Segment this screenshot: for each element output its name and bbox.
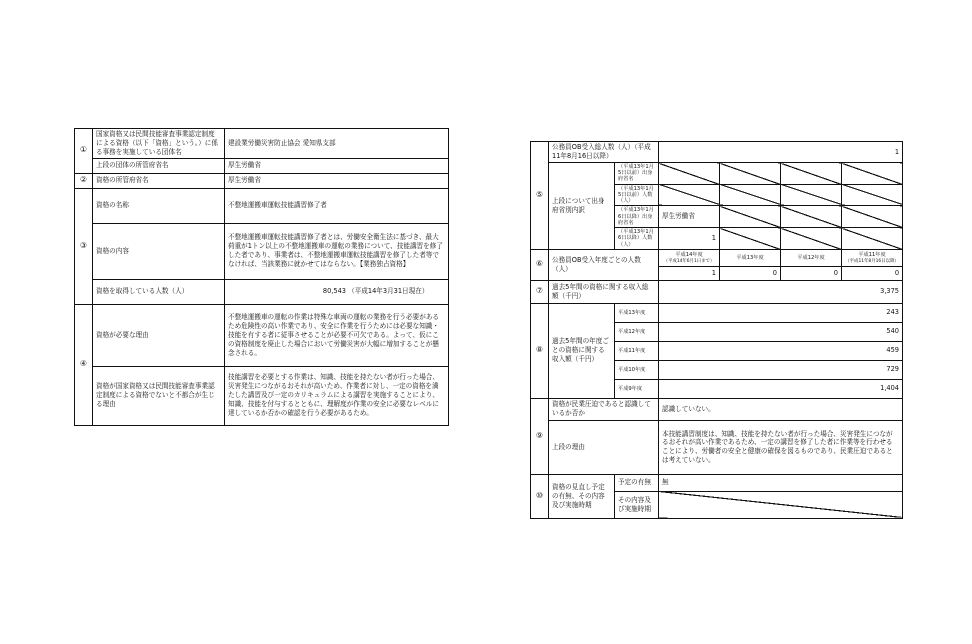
label-ob-breakdown: 上段について出身府省別内訳 [549,163,615,250]
label-review-plan: 資格の見直し予定の有無、その内容及び実施時期 [549,474,615,518]
row-number-5: ⑤ [531,142,549,250]
value-organization: 建設業労働災害防止協会 愛知県支部 [225,129,449,159]
row-number-4: ④ [75,304,93,425]
ob-year-header-1: 平成14年度 （平成14年6月1日まで） [659,249,720,266]
row-number-8: ⑧ [531,303,549,398]
income-value-4: 729 [659,360,903,379]
label-ob-ministry-before: （平成13年1月5日以前）出身府省名 [615,163,659,185]
cell-empty-2 [720,163,781,185]
value-ob-total: 1 [659,142,903,163]
value-holders-count [225,279,449,304]
holders-count-number: 80,543 [322,287,346,296]
income-value-3: 459 [659,341,903,360]
cell-empty-7 [781,184,842,206]
label-org-ministry: 上段の団体の所管府省名 [93,158,225,173]
label-plan-exists: 予定の有無 [615,474,659,491]
income-value-1: 243 [659,303,903,322]
value-qualification-content: 不整地運搬車運転技能講習修了者とは、労働安全衛生法に基づき、最大荷重が1トン以上の不整地運搬車の運転の業務について、技能講習を修了した者であり、事業者は、不整地運搬車運転技能講習を修了した者等でなければ、当該業務に就かせてはならない。【業務独占資格】 [225,223,449,279]
value-org-ministry: 厚生労働省 [225,158,449,173]
label-ob-yearly: 公務員OB受入年度ごとの人数（人） [549,249,659,280]
cell-empty-5 [659,184,720,206]
label-market-pressure: 資格が民業圧迫であると認識しているか否か [549,398,659,420]
holders-count-note: （平成14年3月31日現在） [348,287,429,296]
value-necessity-reason: 不整地運搬車の運転の作業は特殊な車両の運転の業務を行う必要があるため危険性の高い作業であり、安全に作業を行うためには必要な知識・技能を有する者に従事させることが必要不可欠である。よって、仮にこの資格制度を廃止した場合において労働災害が大幅に増加することが懸念される。 [225,304,449,366]
label-necessity-reason: 資格が必要な理由 [93,304,225,366]
row-number-3: ③ [75,188,93,304]
cell-empty-11 [842,206,903,228]
row-number-1: ① [75,129,93,174]
cell-empty-12 [720,228,781,250]
label-ob-count-after: （平成13年1月6日以降）人数（人） [615,228,659,250]
label-organization: 国家資格又は民間技能審査事業認定制度による資格（以下「資格」という。）に係る事務を実施している団体名 [93,129,225,159]
label-holders-count: 資格を取得している人数（人） [93,279,225,304]
label-income-total: 過去5年間の資格に関する収入総額（千円） [549,280,659,303]
income-year-4: 平成10年度 [615,360,659,379]
ob-year-value-4: 0 [842,266,903,280]
cell-empty-14 [842,228,903,250]
ob-year-header-3: 平成12年度 [781,249,842,266]
income-year-5: 平成9年度 [615,379,659,398]
row-number-7: ⑦ [531,280,549,303]
income-year-1: 平成13年度 [615,303,659,322]
ob-year-header-4: 平成11年度 （平成11年8月16日以降） [842,249,903,266]
label-income-yearly: 過去5年間の年度ごとの資格に関する収入額（千円） [549,303,615,398]
label-plan-detail: その内容及び実施時期 [615,491,659,518]
ob-year-value-3: 0 [781,266,842,280]
ob-year-header-2: 平成13年度 [720,249,781,266]
value-ob-ministry-after: 厚生労働省 [659,206,720,228]
label-ob-count-before: （平成13年1月5日以前）人数（人） [615,184,659,206]
label-qualification-ministry: 資格の所管府省名 [93,173,225,188]
qualification-form-left [74,128,449,426]
label-inconvenience-reason: 資格が国家資格又は民間技能審査事業認定制度による資格でないと不都合が生じる理由 [93,366,225,425]
value-market-pressure: 認識していない。 [659,398,903,420]
income-year-3: 平成11年度 [615,341,659,360]
value-inconvenience-reason: 技能講習を必要とする作業は、知識、技能を持たない者が行った場合、災害発生につながるおそれが高いため、作業者に対し、一定の資格を満たした講習及び一定のカリキュラムによる講習を実施することにより、知識、技能を付与するとともに、理解度が作業の安全に必要なレベルに達しているか否かの確認を行う必要があるため。 [225,366,449,425]
row-number-6: ⑥ [531,249,549,280]
value-market-pressure-reason: 本技能講習制度は、知識、技能を持たない者が行った場合、災害発生につながるおそれが高い作業であるため、一定の講習を修了した者に作業等を行わせることにより、労働者の安全と健康の確保を図るものであり、民業圧迫であるとは考えていない。 [659,420,903,474]
value-ob-count-after: 1 [659,228,720,250]
row-number-9: ⑨ [531,398,549,474]
income-year-2: 平成12年度 [615,322,659,341]
label-qualification-content: 資格の内容 [93,223,225,279]
ob-year-value-1: 1 [659,266,720,280]
cell-empty-4 [842,163,903,185]
cell-empty-1 [659,163,720,185]
cell-empty-3 [781,163,842,185]
cell-empty-6 [720,184,781,206]
value-qualification-ministry: 厚生労働省 [225,173,449,188]
cell-empty-13 [781,228,842,250]
value-plan-detail-empty [659,491,903,518]
value-income-total: 3,375 [659,280,903,303]
row-number-2: ② [75,173,93,188]
label-market-pressure-reason: 上段の理由 [549,420,659,474]
cell-empty-9 [720,206,781,228]
label-qualification-name: 資格の名称 [93,188,225,223]
label-ob-ministry-after: （平成13年1月6日以降）出身府省名 [615,206,659,228]
income-value-2: 540 [659,322,903,341]
cell-empty-8 [842,184,903,206]
label-ob-total: 公務員OB受入総人数（人）（平成11年8月16日以降） [549,142,659,163]
row-number-10: ⑩ [531,474,549,518]
ob-year-value-2: 0 [720,266,781,280]
value-plan-exists: 無 [659,474,903,491]
qualification-form-right [530,141,903,519]
cell-empty-10 [781,206,842,228]
income-value-5: 1,404 [659,379,903,398]
value-qualification-name: 不整地運搬車運転技能講習修了者 [225,188,449,223]
